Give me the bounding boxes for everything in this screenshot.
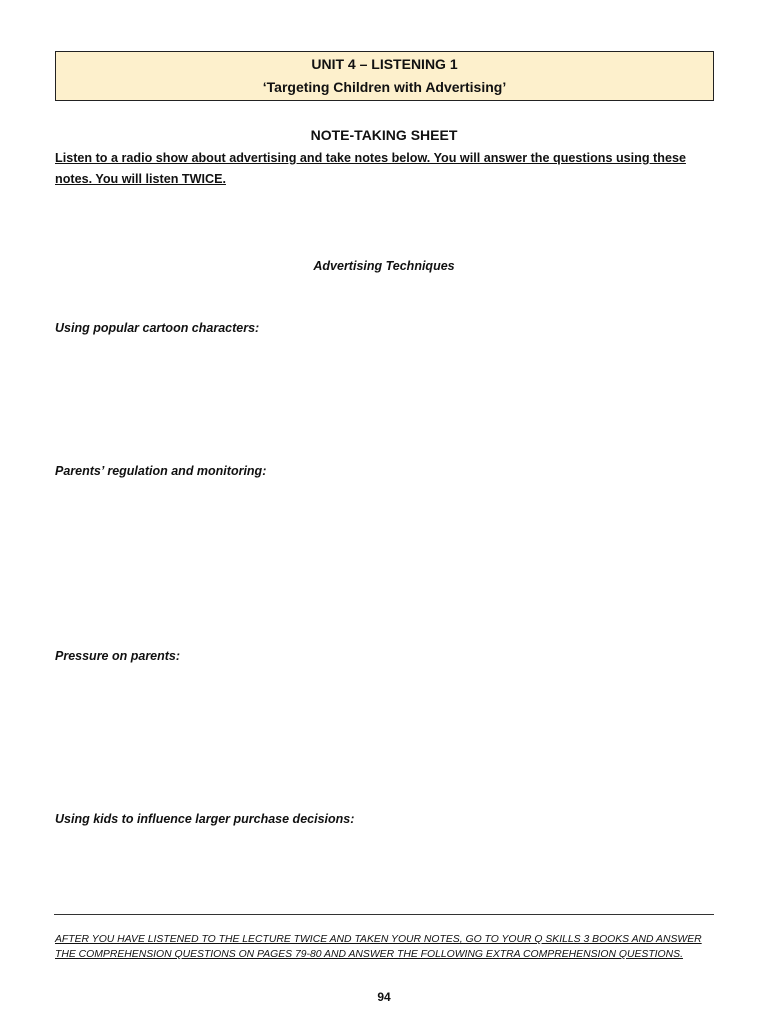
page-number: 94: [377, 990, 391, 1004]
instructions-text: Listen to a radio show about advertising and take notes below. You will answer the questions using these notes. You will listen TWICE.: [55, 151, 686, 186]
prompt-parents-regulation: Parents’ regulation and monitoring:: [55, 464, 267, 478]
sheet-title: NOTE-TAKING SHEET: [310, 127, 458, 143]
footer-instructions: AFTER YOU HAVE LISTENED TO THE LECTURE TWICE AND TAKEN YOUR NOTES, GO TO YOUR Q SKILLS 3 BOOKS AND ANSWER THE COMPREHENSION QUESTIONS ON PAGES 79-80 AND ANSWER THE FOLLOWING EXTRA COMPREHENSION QUESTIONS.: [55, 934, 702, 960]
techniques-heading: Advertising Techniques: [313, 259, 455, 273]
prompt-pressure-on-parents: Pressure on parents:: [55, 649, 181, 663]
prompt-purchase-decisions: Using kids to influence larger purchase decisions:: [55, 812, 355, 826]
unit-subtitle: ‘Targeting Children with Advertising’: [262, 79, 507, 95]
footer-divider: [54, 914, 714, 915]
unit-title: UNIT 4 – LISTENING 1: [311, 56, 458, 72]
prompt-cartoon-characters: Using popular cartoon characters:: [55, 321, 260, 335]
unit-header-box: [55, 51, 714, 101]
